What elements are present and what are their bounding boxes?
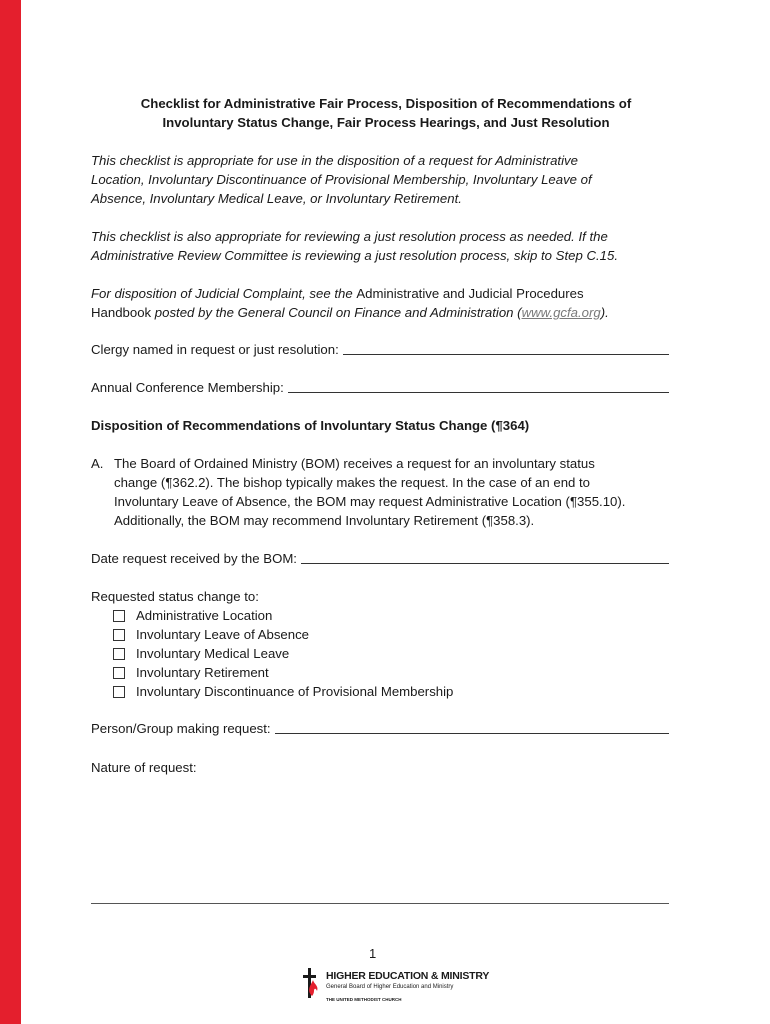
page-number: 1 bbox=[369, 946, 377, 961]
checkbox-icon[interactable] bbox=[113, 648, 125, 660]
conference-input-line[interactable] bbox=[288, 392, 669, 393]
conference-field[interactable]: Annual Conference Membership: bbox=[91, 378, 669, 397]
date-field[interactable]: Date request received by the BOM: bbox=[91, 549, 669, 568]
clergy-input-line[interactable] bbox=[343, 354, 669, 355]
option-involuntary-discontinuance[interactable]: Involuntary Discontinuance of Provisional Membership bbox=[113, 682, 453, 701]
org-subtitle: General Board of Higher Education and Ministry bbox=[326, 984, 454, 990]
intro-paragraph-2: This checklist is also appropriate for reviewing a just resolution process as needed. If the Administrative Review Committee is reviewing a just resolution process, skip to Step C.15. bbox=[91, 229, 618, 263]
document-title: Checklist for Administrative Fair Process, Disposition of Recommendations of Involuntary Status Change, Fair Process Hearings, and Just Resolution bbox=[140, 96, 632, 130]
option-administrative-location[interactable]: Administrative Location bbox=[113, 606, 272, 625]
org-logo bbox=[302, 966, 490, 1006]
checkbox-icon[interactable] bbox=[113, 610, 125, 622]
option-involuntary-medical-leave[interactable]: Involuntary Medical Leave bbox=[113, 644, 289, 663]
section-heading: Disposition of Recommendations of Involuntary Status Change (¶364) bbox=[91, 418, 530, 433]
nature-input-line[interactable] bbox=[91, 903, 669, 904]
document-page: Checklist for Administrative Fair Process, Disposition of Recommendations of Involuntary Status Change, Fair Process Hearings, and Just Resolution This checklist is appropriate for use in the disposition of a request for Administrative Location, Involuntary Discontinuance of Provisional Membership, Involuntary Leave of Absence, Involuntary Medical Leave, or Involuntary Retirement. This checklist is also appropriate for reviewing a just resolution process as needed. If the Administrative Review Committee is reviewing a just resolution process, skip to Step C.15. For disposition of Judicial Complaint, see the Administrative and Judicial Procedures Handbook posted by the General Council on Finance and Administration (www.gcfa.org). Clergy named in request or just resolution: Annual Conference Membership: Disposition of Recommendations of Involuntary Status Change (¶364) A. The Board of Ordained Ministry (BOM) receives a request for an involuntary status change (¶362.2). The bishop typically makes the request. In the case of an end to Involuntary Leave of Absence, the BOM may request Administrative Location (¶355.10). Additionally, the BOM may recommend Involuntary Retirement (¶358.3). Date request received by the BOM: Requested status change to: Administrative Location Involuntary Leave of Absence Involuntary Medical Leave Involuntary Retirement Involuntary Discontinuance of Provisional Membership Person/Group making request: Nature of request: 1 HIGHER EDUCATION & MINISTRY General Board of Higher Education and Ministry THE UNITED METHODIST CHURCH bbox=[91, 0, 671, 1024]
intro-paragraph-1: This checklist is appropriate for use in the disposition of a request for Administrative Location, Involuntary Discontinuance of Provisional Membership, Involuntary Leave of Absence, Involuntary Medical Leave, or Involuntary Retirement. bbox=[91, 153, 592, 206]
red-side-bar bbox=[0, 0, 21, 1024]
person-field[interactable]: Person/Group making request: bbox=[91, 719, 669, 738]
checkbox-icon[interactable] bbox=[113, 686, 125, 698]
option-involuntary-retirement[interactable]: Involuntary Retirement bbox=[113, 663, 269, 682]
clergy-field[interactable]: Clergy named in request or just resolution: bbox=[91, 340, 669, 359]
person-input-line[interactable] bbox=[275, 733, 669, 734]
nature-label: Nature of request: bbox=[91, 760, 197, 775]
intro-paragraph-3: For disposition of Judicial Complaint, see the Administrative and Judicial Procedures Handbook posted by the General Council on Finance and Administration (www.gcfa.org). bbox=[91, 286, 609, 320]
checkbox-icon[interactable] bbox=[113, 667, 125, 679]
status-change-label: Requested status change to: bbox=[91, 589, 259, 604]
church-name: THE UNITED METHODIST CHURCH bbox=[326, 997, 402, 1002]
org-name: HIGHER EDUCATION & MINISTRY bbox=[326, 970, 490, 982]
cross-and-flame-icon bbox=[302, 966, 322, 1000]
gcfa-link[interactable]: www.gcfa.org bbox=[521, 305, 601, 320]
option-involuntary-leave[interactable]: Involuntary Leave of Absence bbox=[113, 625, 309, 644]
checkbox-icon[interactable] bbox=[113, 629, 125, 641]
date-input-line[interactable] bbox=[301, 563, 669, 564]
